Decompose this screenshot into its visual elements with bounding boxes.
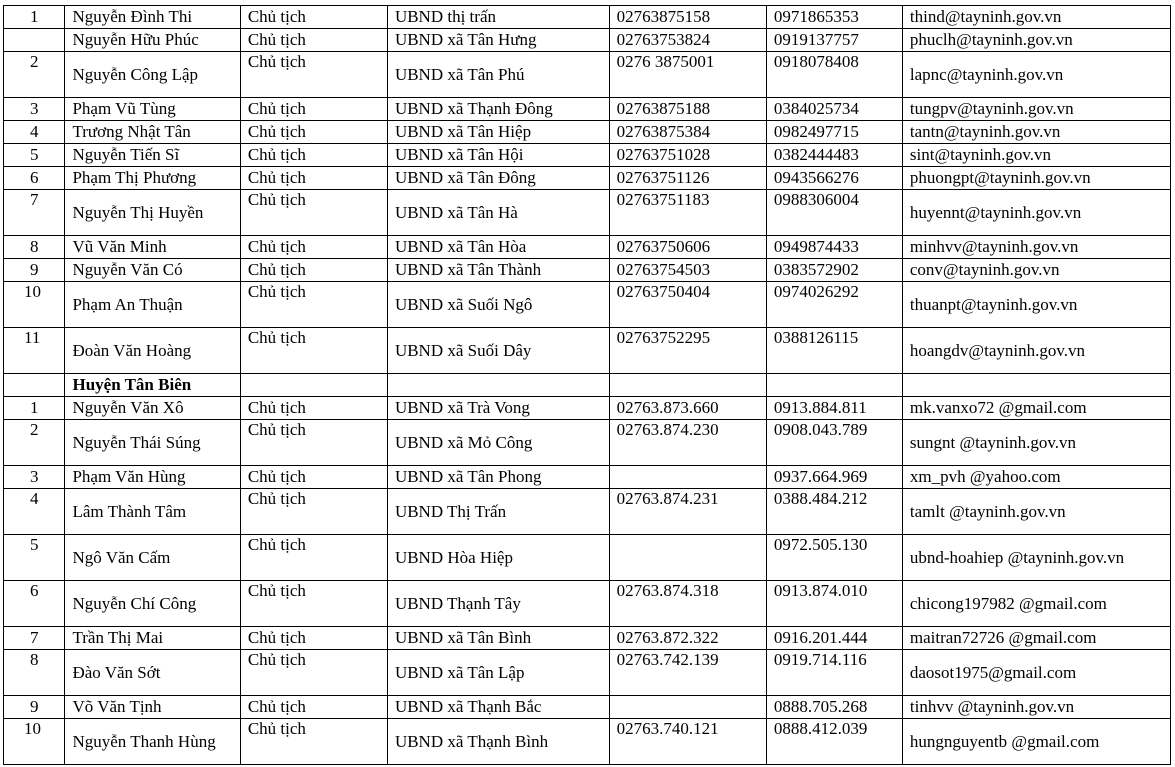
name-cell: Trương Nhật Tân (65, 121, 240, 144)
name-cell: Võ Văn Tịnh (65, 696, 240, 719)
email-cell: tamlt @tayninh.gov.vn (902, 489, 1170, 535)
name-cell: Nguyễn Văn Có (65, 259, 240, 282)
mobile-cell: 0943566276 (766, 167, 902, 190)
title-cell: Chủ tịch (240, 581, 387, 627)
email-cell: conv@tayninh.gov.vn (902, 259, 1170, 282)
email-cell: phuongpt@tayninh.gov.vn (902, 167, 1170, 190)
table-row (4, 535, 1171, 581)
table-row (4, 420, 1171, 466)
org-cell: UBND xã Mỏ Công (387, 420, 609, 466)
mobile-cell: 0916.201.444 (766, 627, 902, 650)
mobile-cell: 0972.505.130 (766, 535, 902, 581)
org-cell: UBND Thạnh Tây (387, 581, 609, 627)
name-cell: Đoàn Văn Hoàng (65, 328, 240, 374)
title-cell: Chủ tịch (240, 466, 387, 489)
email-cell: lapnc@tayninh.gov.vn (902, 52, 1170, 98)
table-row (4, 282, 1171, 328)
mobile-cell: 0388126115 (766, 328, 902, 374)
mobile-cell: 0388.484.212 (766, 489, 902, 535)
email-cell: huyennt@tayninh.gov.vn (902, 190, 1170, 236)
title-cell: Chủ tịch (240, 420, 387, 466)
title-cell: Chủ tịch (240, 121, 387, 144)
email-cell: ubnd-hoahiep @tayninh.gov.vn (902, 535, 1170, 581)
email-cell: mk.vanxo72 @gmail.com (902, 397, 1170, 420)
table-row (4, 328, 1171, 374)
title-cell: Chủ tịch (240, 29, 387, 52)
empty-cell (609, 374, 766, 397)
email-cell: hoangdv@tayninh.gov.vn (902, 328, 1170, 374)
org-cell: UBND xã Thạnh Bắc (387, 696, 609, 719)
name-cell: Nguyễn Thái Súng (65, 420, 240, 466)
mobile-cell: 0913.884.811 (766, 397, 902, 420)
phone-cell: 02763753824 (609, 29, 766, 52)
phone-cell: 02763.740.121 (609, 719, 766, 765)
name-cell: Phạm An Thuận (65, 282, 240, 328)
phone-cell: 02763.874.231 (609, 489, 766, 535)
email-cell: thind@tayninh.gov.vn (902, 6, 1170, 29)
name-cell: Vũ Văn Minh (65, 236, 240, 259)
org-cell: UBND xã Tân Bình (387, 627, 609, 650)
title-cell: Chủ tịch (240, 328, 387, 374)
contact-table (3, 5, 1171, 765)
title-cell: Chủ tịch (240, 6, 387, 29)
title-cell: Chủ tịch (240, 144, 387, 167)
row-number: 1 (4, 397, 65, 420)
mobile-cell: 0908.043.789 (766, 420, 902, 466)
name-cell: Trần Thị Mai (65, 627, 240, 650)
phone-cell: 02763750404 (609, 282, 766, 328)
name-cell: Nguyễn Hữu Phúc (65, 29, 240, 52)
phone-cell: 02763875158 (609, 6, 766, 29)
row-number: 2 (4, 420, 65, 466)
email-cell: thuanpt@tayninh.gov.vn (902, 282, 1170, 328)
row-number: 11 (4, 328, 65, 374)
title-cell: Chủ tịch (240, 98, 387, 121)
mobile-cell: 0919.714.116 (766, 650, 902, 696)
name-cell: Nguyễn Tiến Sĩ (65, 144, 240, 167)
row-number: 1 (4, 6, 65, 29)
org-cell: UBND xã Tân Hội (387, 144, 609, 167)
phone-cell: 0276 3875001 (609, 52, 766, 98)
phone-cell (609, 466, 766, 489)
title-cell: Chủ tịch (240, 719, 387, 765)
section-title: Huyện Tân Biên (65, 374, 240, 397)
row-number: 2 (4, 52, 65, 98)
phone-cell: 02763.873.660 (609, 397, 766, 420)
name-cell: Ngô Văn Cấm (65, 535, 240, 581)
row-number: 10 (4, 719, 65, 765)
title-cell: Chủ tịch (240, 489, 387, 535)
row-number: 6 (4, 581, 65, 627)
phone-cell: 02763.742.139 (609, 650, 766, 696)
org-cell: UBND Thị Trấn (387, 489, 609, 535)
name-cell: Nguyễn Đình Thi (65, 6, 240, 29)
section-number (4, 374, 65, 397)
row-number: 4 (4, 121, 65, 144)
table-row (4, 6, 1171, 29)
phone-cell: 02763.874.230 (609, 420, 766, 466)
email-cell: maitran72726 @gmail.com (902, 627, 1170, 650)
table-row (4, 397, 1171, 420)
table-row (4, 696, 1171, 719)
org-cell: UBND xã Tân Phong (387, 466, 609, 489)
table-row (4, 29, 1171, 52)
table-row (4, 259, 1171, 282)
mobile-cell: 0888.705.268 (766, 696, 902, 719)
mobile-cell: 0988306004 (766, 190, 902, 236)
empty-cell (766, 374, 902, 397)
org-cell: UBND xã Tân Hà (387, 190, 609, 236)
phone-cell: 02763754503 (609, 259, 766, 282)
table-row (4, 121, 1171, 144)
name-cell: Phạm Văn Hùng (65, 466, 240, 489)
phone-cell (609, 535, 766, 581)
org-cell: UBND thị trấn (387, 6, 609, 29)
email-cell: sungnt @tayninh.gov.vn (902, 420, 1170, 466)
title-cell: Chủ tịch (240, 236, 387, 259)
table-row (4, 236, 1171, 259)
phone-cell: 02763750606 (609, 236, 766, 259)
phone-cell: 02763751028 (609, 144, 766, 167)
row-number: 9 (4, 259, 65, 282)
table-row (4, 627, 1171, 650)
email-cell: tinhvv @tayninh.gov.vn (902, 696, 1170, 719)
org-cell: UBND Hòa Hiệp (387, 535, 609, 581)
title-cell: Chủ tịch (240, 397, 387, 420)
mobile-cell: 0384025734 (766, 98, 902, 121)
row-number: 8 (4, 236, 65, 259)
section-row (4, 374, 1171, 397)
org-cell: UBND xã Tân Lập (387, 650, 609, 696)
title-cell: Chủ tịch (240, 52, 387, 98)
row-number: 4 (4, 489, 65, 535)
phone-cell: 02763875384 (609, 121, 766, 144)
name-cell: Đào Văn Sớt (65, 650, 240, 696)
name-cell: Lâm Thành Tâm (65, 489, 240, 535)
title-cell: Chủ tịch (240, 650, 387, 696)
mobile-cell: 0888.412.039 (766, 719, 902, 765)
mobile-cell: 0918078408 (766, 52, 902, 98)
table-row (4, 98, 1171, 121)
table-row (4, 719, 1171, 765)
org-cell: UBND xã Thạnh Đông (387, 98, 609, 121)
name-cell: Phạm Vũ Tùng (65, 98, 240, 121)
email-cell: tantn@tayninh.gov.vn (902, 121, 1170, 144)
email-cell: xm_pvh @yahoo.com (902, 466, 1170, 489)
email-cell: daosot1975@gmail.com (902, 650, 1170, 696)
row-number: 10 (4, 282, 65, 328)
row-number: 6 (4, 167, 65, 190)
empty-cell (240, 374, 387, 397)
org-cell: UBND xã Tân Hòa (387, 236, 609, 259)
row-number: 5 (4, 144, 65, 167)
org-cell: UBND xã Tân Thành (387, 259, 609, 282)
table-row (4, 190, 1171, 236)
org-cell: UBND xã Thạnh Bình (387, 719, 609, 765)
mobile-cell: 0937.664.969 (766, 466, 902, 489)
table-row (4, 167, 1171, 190)
row-number (4, 29, 65, 52)
row-number: 8 (4, 650, 65, 696)
org-cell: UBND xã Trà Vong (387, 397, 609, 420)
mobile-cell: 0949874433 (766, 236, 902, 259)
name-cell: Nguyễn Chí Công (65, 581, 240, 627)
row-number: 5 (4, 535, 65, 581)
phone-cell: 02763.874.318 (609, 581, 766, 627)
phone-cell: 02763875188 (609, 98, 766, 121)
title-cell: Chủ tịch (240, 167, 387, 190)
name-cell: Nguyễn Công Lập (65, 52, 240, 98)
phone-cell: 02763751126 (609, 167, 766, 190)
empty-cell (902, 374, 1170, 397)
name-cell: Nguyễn Thanh Hùng (65, 719, 240, 765)
mobile-cell: 0913.874.010 (766, 581, 902, 627)
table-row (4, 466, 1171, 489)
org-cell: UBND xã Tân Hưng (387, 29, 609, 52)
mobile-cell: 0982497715 (766, 121, 902, 144)
table-row (4, 581, 1171, 627)
org-cell: UBND xã Suối Ngô (387, 282, 609, 328)
email-cell: tungpv@tayninh.gov.vn (902, 98, 1170, 121)
email-cell: chicong197982 @gmail.com (902, 581, 1170, 627)
phone-cell (609, 696, 766, 719)
mobile-cell: 0971865353 (766, 6, 902, 29)
empty-cell (387, 374, 609, 397)
table-row (4, 489, 1171, 535)
row-number: 9 (4, 696, 65, 719)
title-cell: Chủ tịch (240, 282, 387, 328)
org-cell: UBND xã Tân Hiệp (387, 121, 609, 144)
org-cell: UBND xã Tân Phú (387, 52, 609, 98)
email-cell: sint@tayninh.gov.vn (902, 144, 1170, 167)
table-row (4, 52, 1171, 98)
email-cell: hungnguyentb @gmail.com (902, 719, 1170, 765)
row-number: 7 (4, 627, 65, 650)
phone-cell: 02763751183 (609, 190, 766, 236)
title-cell: Chủ tịch (240, 259, 387, 282)
row-number: 3 (4, 466, 65, 489)
row-number: 3 (4, 98, 65, 121)
mobile-cell: 0382444483 (766, 144, 902, 167)
table-row (4, 144, 1171, 167)
title-cell: Chủ tịch (240, 696, 387, 719)
row-number: 7 (4, 190, 65, 236)
email-cell: minhvv@tayninh.gov.vn (902, 236, 1170, 259)
title-cell: Chủ tịch (240, 535, 387, 581)
mobile-cell: 0919137757 (766, 29, 902, 52)
phone-cell: 02763752295 (609, 328, 766, 374)
name-cell: Phạm Thị Phương (65, 167, 240, 190)
title-cell: Chủ tịch (240, 627, 387, 650)
title-cell: Chủ tịch (240, 190, 387, 236)
mobile-cell: 0383572902 (766, 259, 902, 282)
name-cell: Nguyễn Văn Xô (65, 397, 240, 420)
name-cell: Nguyễn Thị Huyền (65, 190, 240, 236)
mobile-cell: 0974026292 (766, 282, 902, 328)
org-cell: UBND xã Suối Dây (387, 328, 609, 374)
table-row (4, 650, 1171, 696)
org-cell: UBND xã Tân Đông (387, 167, 609, 190)
phone-cell: 02763.872.322 (609, 627, 766, 650)
email-cell: phuclh@tayninh.gov.vn (902, 29, 1170, 52)
